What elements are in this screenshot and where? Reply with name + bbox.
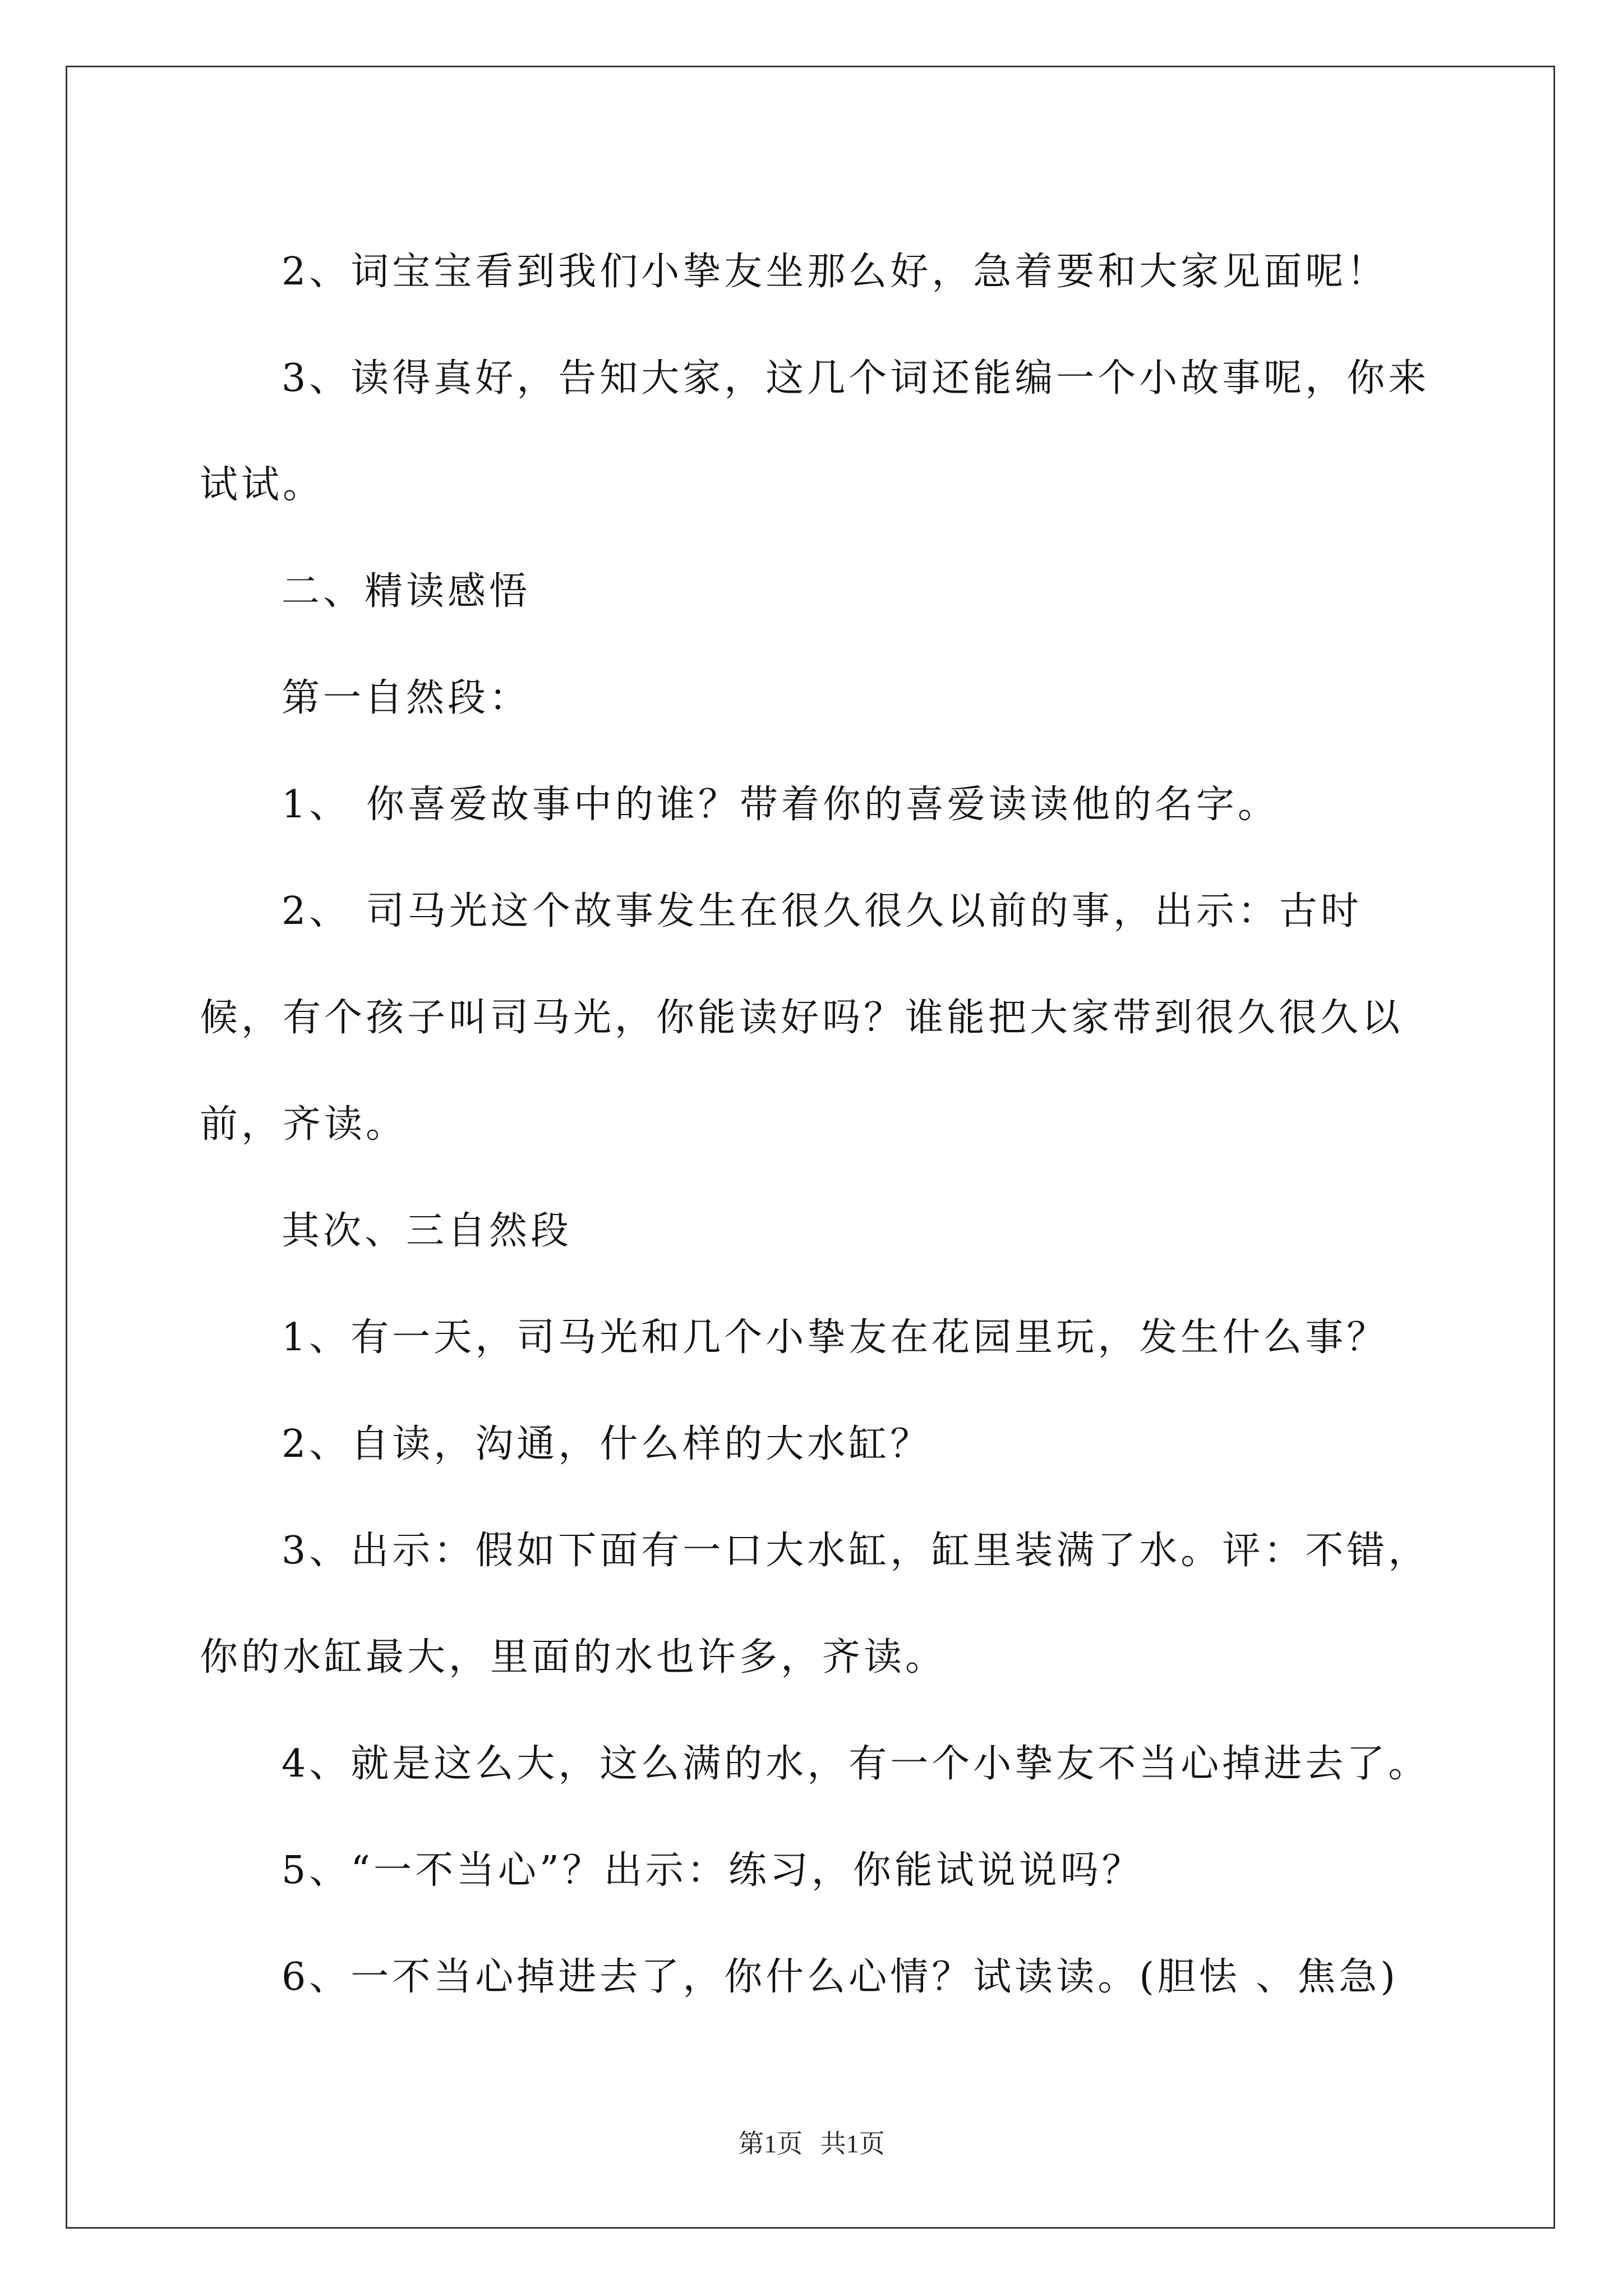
paragraph: 5、“一不当心”？出示：练习，你能试说说吗？ xyxy=(282,1848,1144,1893)
paragraph: 6、一不当心掉进去了，你什么心情？试读读。(胆怯 、焦急) xyxy=(282,1955,1399,1999)
paragraph: 2、 司马光这个故事发生在很久很久以前的事，出示：古时候，有个孩子叫司马光，你能读好吗？谁能把大家带到很久很久以前，齐读。 xyxy=(200,889,1404,1147)
section-heading: 二、精读感悟 xyxy=(282,569,531,614)
page-total: 共1页 xyxy=(820,2129,885,2158)
page-number: 第1页 xyxy=(738,2129,803,2158)
paragraph: 2、词宝宝看到我们小挚友坐那么好，急着要和大家见面呢！ xyxy=(282,250,1389,294)
paragraph: 1、有一天，司马光和几个小挚友在花园里玩，发生什么事？ xyxy=(282,1315,1389,1360)
paragraph: 1、 你喜爱故事中的谁？带着你的喜爱读读他的名字。 xyxy=(282,783,1279,827)
paragraph: 3、读得真好，告知大家，这几个词还能编一个小故事呢，你来试试。 xyxy=(200,356,1430,507)
paragraph: 4、就是这么大，这么满的水，有一个小挚友不当心掉进去了。 xyxy=(282,1742,1430,1786)
subsection-heading: 第一自然段： xyxy=(282,676,531,720)
document-body xyxy=(200,219,1433,2031)
page-footer xyxy=(0,2123,1623,2160)
paragraph: 2、自读，沟通，什么样的大水缸？ xyxy=(282,1422,932,1466)
subsection-heading: 其次、三自然段 xyxy=(282,1209,573,1253)
paragraph: 3、出示：假如下面有一口大水缸，缸里装满了水。评：不错，你的水缸最大，里面的水也许多，齐读。 xyxy=(200,1529,1430,1680)
